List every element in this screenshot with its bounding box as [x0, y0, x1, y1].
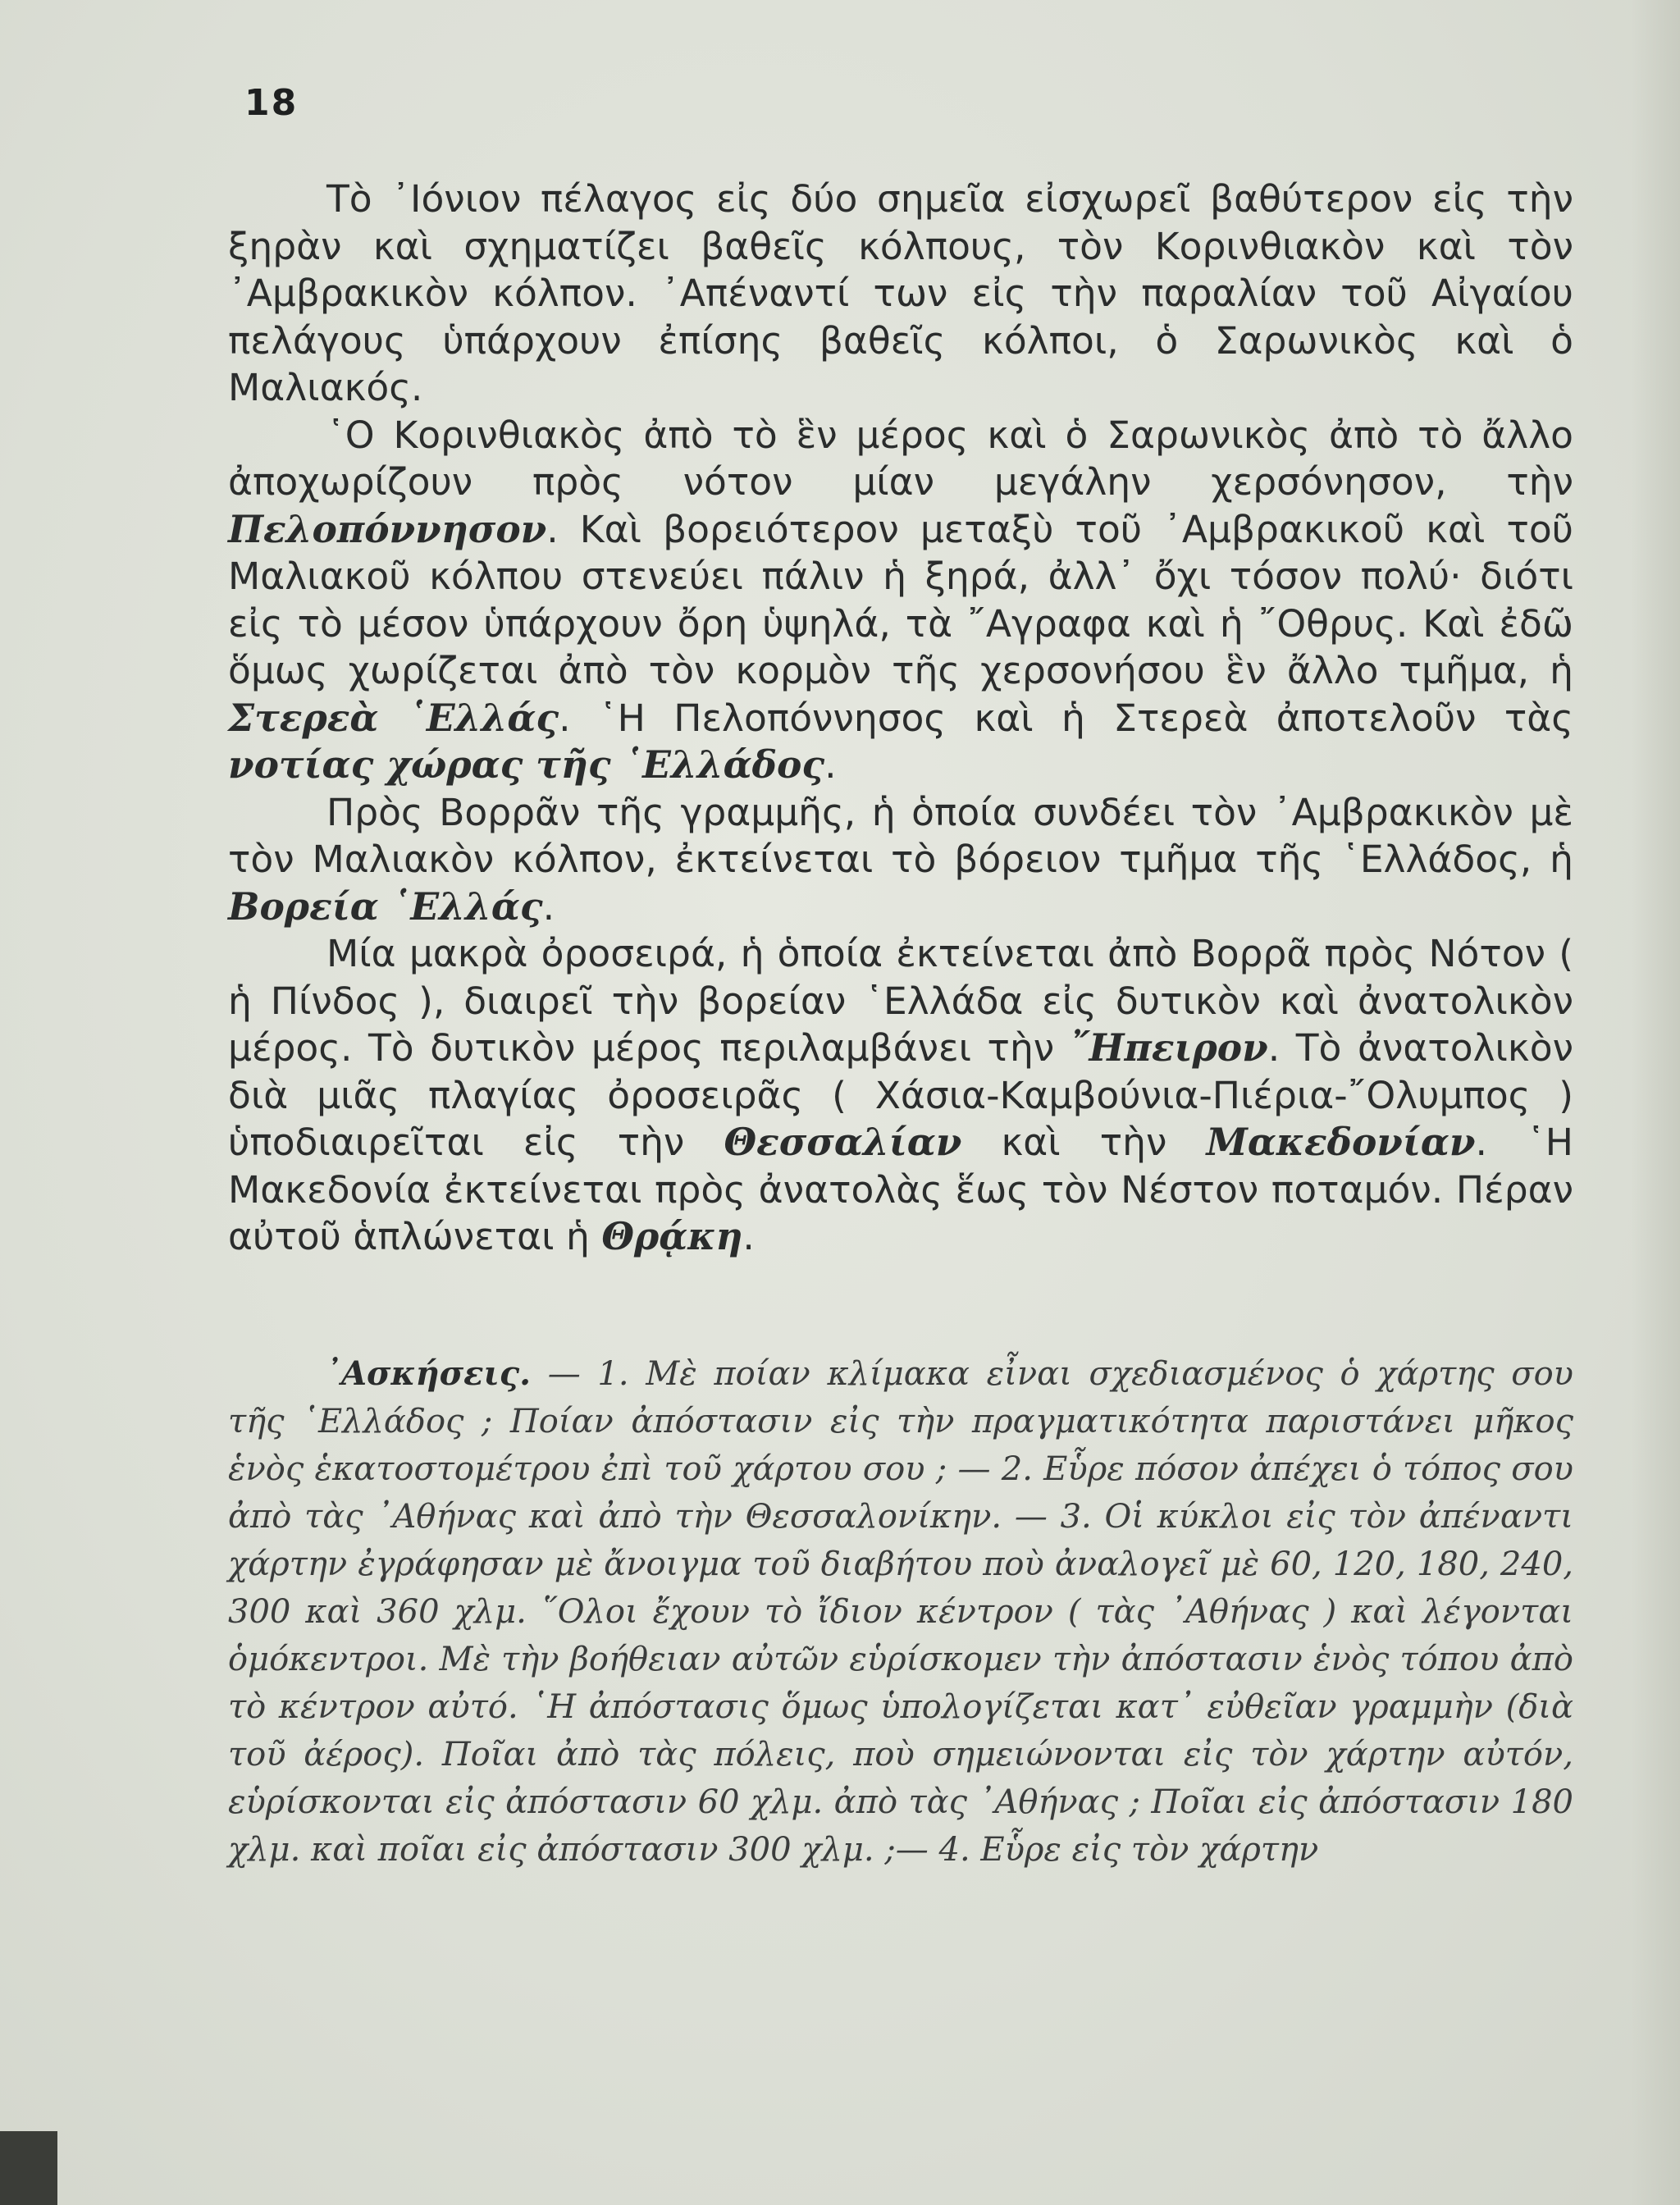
term-northern-greece: Βορεία ῾Ελλάς — [228, 883, 543, 929]
term-epirus: ῎Ηπειρον — [1070, 1025, 1268, 1070]
exercises-paragraph — [228, 1350, 1573, 1874]
paragraph-ionian-sea: Τὸ ᾽Ιόνιον πέλαγος εἰς δύο σημεῖα εἰσχωρεῖ βαθύτερον εἰς τὴν ξηρὰν καὶ σχηματίζει βαθεῖς κόλπους, τὸν Κορινθιακὸν καὶ τὸν ᾽Αμβρακικὸν κόλπον. ᾽Απέναντί των εἰς τὴν παραλίαν τοῦ Αἰγαίου πελάγους ὑπάρχουν ἐπίσης βαθεῖς κόλποι, ὁ Σαρωνικὸς καὶ ὁ Μαλιακός. — [228, 177, 1573, 409]
paragraph-peloponnese: ῾Ο Κορινθιακὸς ἀπὸ τὸ ἓν μέρος καὶ ὁ Σαρωνικὸς ἀπὸ τὸ ἄλλο ἀποχωρίζουν πρὸς νότον μίαν μεγάλην χερσόνησον, τὴν Πελοπόννησον. Καὶ βορειότερον μεταξὺ τοῦ ᾽Αμβρακικοῦ καὶ τοῦ Μαλιακοῦ κόλπου στενεύει πάλιν ἡ ξηρά, ἀλλ᾽ ὄχι τόσον πολύ· διότι εἰς τὸ μέσον ὑπάρχουν ὄρη ὑψηλά, τὰ ῎Αγραφα καὶ ἡ ῎Οθρυς. Καὶ ἐδῶ ὅμως χωρίζεται ἀπὸ τὸν κορμὸν τῆς χερσονήσου ἓν ἄλλο τμῆμα, ἡ Στερεὰ ῾Ελλάς. ῾Η Πελοπόννησος καὶ ἡ Στερεὰ ἀποτελοῦν τὰς νοτίας χώρας τῆς ῾Ελλάδος. — [228, 413, 1573, 787]
paragraph-pindus: Μία μακρὰ ὀροσειρά, ἡ ὁποία ἐκτείνεται ἀπὸ Βορρᾶ πρὸς Νότον ( ἡ Πίνδος ), διαιρεῖ τὴν βορείαν ῾Ελλάδα εἰς δυτικὸν καὶ ἀνατολικὸν μέρος. Τὸ δυτικὸν μέρος περιλαμβάνει τὴν ῎Ηπειρον. Τὸ ἀνατολικὸν διὰ μιᾶς πλαγίας ὀροσειρᾶς ( Χάσια-Καμβούνια-Πιέρια-῎Ολυμπος ) ὑποδιαιρεῖται εἰς τὴν Θεσσαλίαν καὶ τὴν Μακεδονίαν. ῾Η Μακεδονία ἐκτείνεται πρὸς ἀνατολὰς ἕως τὸν Νέστον ποταμόν. Πέραν αὐτοῦ ἁπλώνεται ἡ Θρᾴκη. — [228, 932, 1573, 1258]
term-peloponnese: Πελοπόννησον — [228, 506, 547, 551]
scan-corner — [0, 2131, 57, 2205]
main-text — [228, 176, 1573, 1261]
paragraph-northern-greece: Πρὸς Βορρᾶν τῆς γραμμῆς, ἡ ὁποία συνδέει τὸν ᾽Αμβρακικὸν μὲ τὸν Μαλιακὸν κόλπον, ἐκτείνεται τὸ βόρειον τμῆμα τῆς ῾Ελλάδος, ἡ Βορεία ῾Ελλάς. — [228, 790, 1573, 929]
term-thessaly: Θεσσαλίαν — [724, 1120, 962, 1164]
page-edge-shadow — [1631, 0, 1680, 2205]
exercises-heading: ᾽Ασκήσεις. — [325, 1354, 532, 1393]
term-thrace: Θρᾴκη — [601, 1214, 743, 1258]
exercises-text: — 1. Μὲ ποίαν κλίμακα εἶναι σχεδιασμένος ὁ χάρτης σου τῆς ῾Ελλάδος ; Ποίαν ἀπόστασιν εἰς τὴν πραγματικότητα παριστάνει μῆκος ἑνὸς ἑκατοστομέτρου ἐπὶ τοῦ χάρτου σου ; — 2. Εὗρε πόσον ἀπέχει ὁ τόπος σου ἀπὸ τὰς ᾽Αθήνας καὶ ἀπὸ τὴν Θεσσαλονίκην. — 3. Οἱ κύκλοι εἰς τὸν ἀπέναντι χάρτην ἐγράφησαν μὲ ἄνοιγμα τοῦ διαβήτου ποὺ ἀναλογεῖ μὲ 60, 120, 180, 240, 300 καὶ 360 χλμ. ῞Ολοι ἔχουν τὸ ἴδιον κέντρον ( τὰς ᾽Αθήνας ) καὶ λέγονται ὁμόκεντροι. Μὲ τὴν βοήθειαν αὐτῶν εὑρίσκομεν τὴν ἀπόστασιν ἑνὸς τόπου ἀπὸ τὸ κέντρον αὐτό. ῾Η ἀπόστασις ὅμως ὑπολογίζεται κατ᾽ εὐθεῖαν γραμμὴν (διὰ τοῦ ἀέρος). Ποῖαι ἀπὸ τὰς πόλεις, ποὺ σημειώνονται εἰς τὸν χάρτην αὐτόν, εὑρίσκονται εἰς ἀπόστασιν 60 χλμ. ἀπὸ τὰς ᾽Αθήνας ; Ποῖαι εἰς ἀπόστασιν 180 χλμ. καὶ ποῖαι εἰς ἀπόστασιν 300 χλμ. ;— 4. Εὗρε εἰς τὸν χάρτην — [228, 1355, 1573, 1869]
page-number: 18 — [244, 82, 299, 124]
term-macedonia: Μακεδονίαν — [1206, 1120, 1476, 1164]
term-southern-greece: νοτίας χώρας τῆς ῾Ελλάδος — [228, 742, 825, 787]
term-sterea-ellas: Στερεὰ ῾Ελλάς — [228, 695, 559, 740]
exercises-section — [228, 1350, 1573, 1874]
